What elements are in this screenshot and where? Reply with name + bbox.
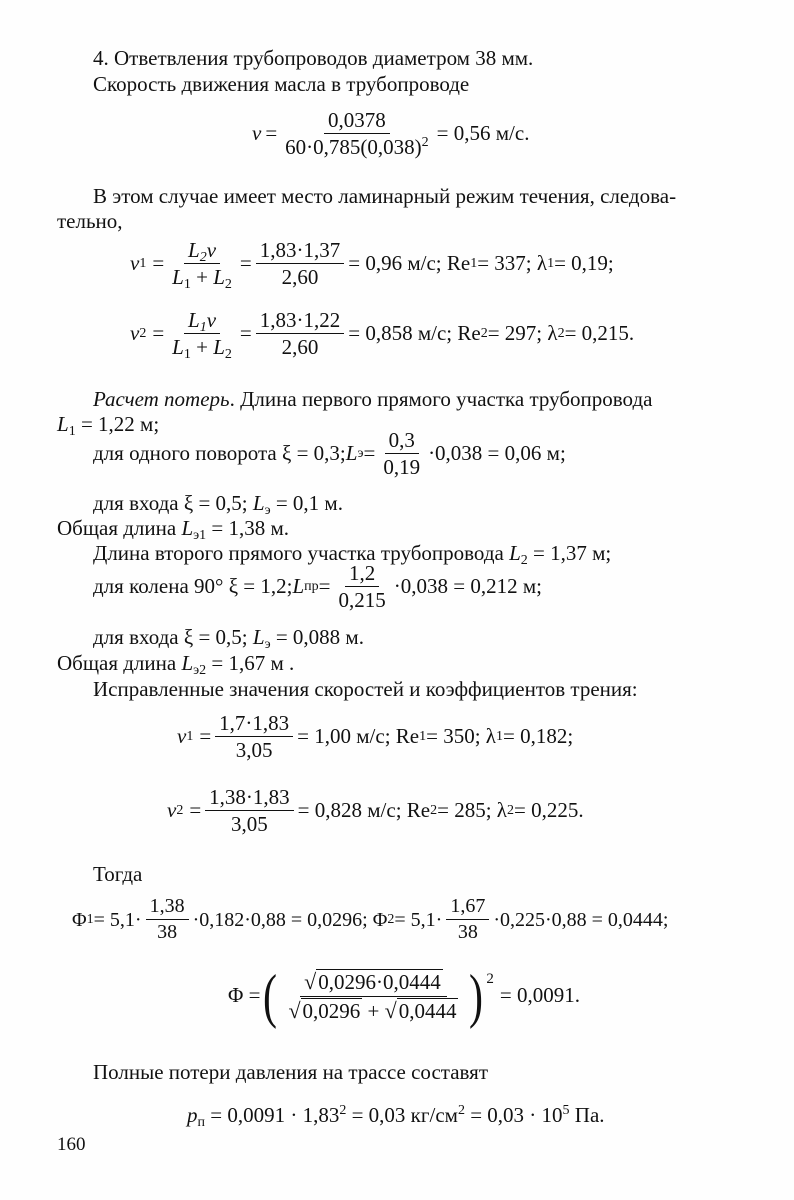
turn-var: L <box>345 440 358 465</box>
eq-p-e: Па. <box>569 1103 605 1127</box>
eq-v1-f1-num-sub: 2 <box>199 250 207 265</box>
eq-v-fraction <box>281 108 432 159</box>
elbow-line: для колена 90° ξ = 1,2; L пр = $\frac{1,2}{0,215}$ ·0,038 = 0,212 м; <box>93 561 542 613</box>
eq-v2-f1-den-a: L <box>172 335 184 360</box>
eq-v1-f1-den-b: L <box>213 265 225 290</box>
eq-phi1-num: 1,38 <box>146 895 189 920</box>
speed-intro: Скорость движения масла в трубопроводе <box>93 72 470 96</box>
eq-v1-frac2 <box>256 238 345 289</box>
eq-v1c-rhs-b: = 350; λ <box>426 723 496 748</box>
eq-v2c-lhs: v <box>167 797 177 822</box>
eq-v1-frac1 <box>168 238 236 293</box>
elbow-eq: = <box>318 573 331 598</box>
eq-v2-f1-den-b: L <box>213 335 225 360</box>
eq-phi-rhs: = 0,0091. <box>499 983 581 1008</box>
full-losses-text: Полные потери давления на трассе составят <box>93 1060 488 1084</box>
total2-sub: э2 <box>193 663 207 678</box>
equation-velocity: v = $\frac{0,0378}{60\cdot 0,785(0,038)^2}$ = 0,56 м/с. <box>252 108 530 160</box>
eq-v1-rhs-b: = 337; λ <box>477 250 548 275</box>
l1-value: = 1,22 м; <box>75 412 160 436</box>
elbow-frac <box>335 561 390 612</box>
left-paren: ( <box>263 963 278 1029</box>
elbow-den: 0,215 <box>338 588 386 613</box>
eq-phi-den-root-a-value: 0,0296 <box>302 998 361 1023</box>
losses-paragraph <box>93 386 652 413</box>
eq-v-den-exp: 2 <box>421 135 429 151</box>
eq-v2c-rhs-c: = 0,225. <box>514 797 584 822</box>
turn-den: 0,19 <box>383 455 421 480</box>
eq-v2-f1-den-sub-a: 1 <box>183 347 191 363</box>
eq-v2-frac1 <box>168 308 236 363</box>
equation-pressure <box>187 1102 605 1129</box>
eq-v1-f2-num: 1,83·1,37 <box>256 238 345 264</box>
total2-value: = 1,67 м . <box>206 651 295 675</box>
right-paren: ) <box>469 963 484 1029</box>
eq-phi-den-plus: + <box>362 998 385 1023</box>
l1-sub: 1 <box>68 424 76 439</box>
eq-v1-f1-den-sub-a: 1 <box>183 277 191 293</box>
eq-v2-f1-num-a: L <box>188 308 200 332</box>
eq-v2-f1-den-plus: + <box>190 335 214 360</box>
eq-p-sup3: 5 <box>562 1103 570 1118</box>
total2-var: L <box>181 651 194 675</box>
laminar-text-1: В этом случае имеет место ламинарный режим течения, следова- <box>93 184 677 208</box>
eq-phi2-den: 38 <box>457 921 478 943</box>
section-heading: 4. Ответвления трубопроводов диаметром 38 мм. <box>93 46 534 70</box>
inlet2-line <box>93 624 364 651</box>
total1-var: L <box>181 516 194 540</box>
eq-v2-rhs-a: = 0,858 м/с; Re <box>348 320 481 345</box>
eq-v1-f1-num-b: v <box>206 238 217 262</box>
total1-sub: э1 <box>193 528 207 543</box>
eq-phi12-d: ·0,225·0,88 = 0,0444; <box>493 908 669 931</box>
total2-line <box>57 650 294 677</box>
eq-v1c-num: 1,7·1,83 <box>215 711 293 737</box>
inlet1-text: для входа ξ = 0,5; <box>93 491 253 515</box>
eq-v2-f1-num-b: v <box>206 308 217 332</box>
eq-phi2-num: 1,67 <box>446 895 489 920</box>
turn-frac <box>379 428 424 479</box>
eq-phi2-frac <box>446 895 489 944</box>
then-text: Тогда <box>93 862 143 886</box>
eq-v1c-rhs-a: = 1,00 м/с; Re <box>297 723 420 748</box>
eq-phi-den-root-b-value: 0,0444 <box>398 998 457 1023</box>
eq-p-var: p <box>187 1103 198 1127</box>
l1-var: L <box>57 412 69 436</box>
corrected-values-text: Исправленные значения скоростей и коэффициентов трения: <box>93 677 638 701</box>
eq-phi12-a: = 5,1· <box>93 908 142 931</box>
eq-v-den: 60·0,785(0,038) <box>285 135 422 160</box>
eq-phi12-c: = 5,1· <box>394 908 443 931</box>
second-len-value: = 1,37 м; <box>527 541 612 565</box>
eq-phi-lhs: Φ = <box>228 983 261 1008</box>
elbow-rhs: ·0,038 = 0,212 м; <box>393 573 542 598</box>
inlet2-var: L <box>252 625 265 649</box>
eq-phi1-frac <box>146 895 189 944</box>
eq-v2c-rhs-a: = 0,828 м/с; Re <box>297 797 431 822</box>
second-len-var: L <box>509 541 521 565</box>
eq-phi1-symbol: Φ <box>72 908 87 931</box>
eq-v2-f2-num: 1,83·1,22 <box>256 308 345 334</box>
equation-phi12: Φ 1 = 5,1· $\frac{1,38}{38}$ ·0,182·0,88 = 0,0296; Φ 2 = 5,1· $\frac{1,67}{38}$ ·0,225·0,88 = 0,0444; <box>72 895 669 943</box>
elbow-text: для колена 90° ξ = 1,2; <box>93 573 293 598</box>
equation-v1: v 1 = $\frac{L_2v}{L_1 + L_2}$ = $\frac{1,83\cdot 1,37}{2,60}$ = 0,96 м/с; Re 1 = 337; λ 1 = 0,19; <box>130 238 614 293</box>
turn-rhs: ·0,038 = 0,06 м; <box>428 440 566 465</box>
inlet1-value: = 0,1 м. <box>270 491 343 515</box>
eq-v1-lhs: v <box>130 250 140 275</box>
losses-rest: . Длина первого прямого участка трубопровода <box>229 387 653 411</box>
equation-phi <box>228 963 581 1029</box>
total2-text: Общая длина <box>57 651 182 675</box>
turn-eq: = <box>363 440 376 465</box>
eq-p-sup1: 2 <box>339 1103 347 1118</box>
eq-phi-num-root: √ 0,0296·0,0444 <box>304 969 441 995</box>
second-len-sub: 2 <box>520 553 528 568</box>
eq-p-d: = 0,03 · 10 <box>464 1103 563 1127</box>
eq-p-sup2: 2 <box>457 1103 465 1118</box>
eq-v-num: 0,0378 <box>324 108 390 134</box>
eq-p-sub: п <box>197 1115 205 1130</box>
eq-v1c-rhs-c: = 0,182; <box>503 723 574 748</box>
eq-v1-f1-den-plus: + <box>190 265 214 290</box>
turn-num: 0,3 <box>385 428 419 454</box>
losses-title: Расчет потерь <box>93 387 230 411</box>
eq-v1-f1-den-sub-b: 2 <box>224 277 232 293</box>
elbow-num: 1,2 <box>345 561 379 587</box>
eq-p-b: = 0,0091 · 1,83 <box>205 1103 340 1127</box>
equation-v2-corrected: v 2 = $\frac{1,38\cdot 1,83}{3,05}$ = 0,828 м/с; Re 2 = 285; λ 2 = 0,225. <box>167 785 584 837</box>
eq-v2c-frac <box>205 785 294 836</box>
eq-v2-rhs-c: = 0,215. <box>564 320 635 345</box>
elbow-var: L <box>292 573 305 598</box>
eq-v1-f2-den: 2,60 <box>281 265 319 290</box>
eq-v2-frac2 <box>256 308 345 359</box>
eq-v-lhs: v <box>252 120 262 145</box>
equation-v2: v 2 = $\frac{L_1v}{L_1 + L_2}$ = $\frac{1,83\cdot 1,22}{2,60}$ = 0,858 м/с; Re 2 = 297; λ 2 = 0,215. <box>130 308 635 363</box>
eq-v1-f1-den-a: L <box>172 265 184 290</box>
eq-v2-f1-den-sub-b: 2 <box>224 347 232 363</box>
inlet2-value: = 0,088 м. <box>270 625 364 649</box>
inlet2-text: для входа ξ = 0,5; <box>93 625 253 649</box>
eq-v-rhs: = 0,56 м/с. <box>436 120 530 145</box>
eq-v1c-den: 3,05 <box>235 738 273 763</box>
eq-v1-f1-num-a: L <box>188 238 200 262</box>
inlet1-var: L <box>252 491 265 515</box>
equation-v1-corrected: v 1 = $\frac{1,7\cdot 1,83}{3,05}$ = 1,00 м/с; Re 1 = 350; λ 1 = 0,182; <box>177 711 574 763</box>
eq-phi-exp: 2 <box>486 971 494 987</box>
eq-v2-f1-num-sub: 1 <box>199 320 207 335</box>
eq-v2-rhs-b: = 297; λ <box>487 320 558 345</box>
inlet2-sub: э <box>264 637 271 652</box>
second-len-text: Длина второго прямого участка трубопровода <box>93 541 510 565</box>
total1-line <box>57 515 289 542</box>
turn-text: для одного поворота ξ = 0,3; <box>93 440 346 465</box>
total1-text: Общая длина <box>57 516 182 540</box>
eq-v2-f2-den: 2,60 <box>281 335 319 360</box>
page-number: 160 <box>57 1134 86 1155</box>
eq-phi12-b: ·0,182·0,88 = 0,0296; Φ <box>192 908 388 931</box>
eq-p-c: = 0,03 кг/см <box>346 1103 458 1127</box>
eq-phi-frac <box>284 969 462 1023</box>
eq-v2c-den: 3,05 <box>231 812 268 837</box>
eq-v1-rhs-a: = 0,96 м/с; Re <box>348 250 471 275</box>
eq-v2-lhs: v <box>130 320 140 345</box>
eq-phi-den-root-b: √ 0,0444 <box>384 997 457 1023</box>
eq-phi1-den: 38 <box>157 921 178 943</box>
eq-phi-den-root-a: √ 0,0296 <box>288 997 361 1023</box>
turn-line: для одного поворота ξ = 0,3; L э = $\frac{0,3}{0,19}$ ·0,038 = 0,06 м; <box>93 428 566 480</box>
eq-v1-rhs-c: = 0,19; <box>554 250 614 275</box>
total1-value: = 1,38 м. <box>206 516 290 540</box>
eq-v1c-frac <box>215 711 293 762</box>
inlet1-sub: э <box>264 503 271 518</box>
eq-v2c-rhs-b: = 285; λ <box>437 797 507 822</box>
inlet1-line <box>93 490 343 517</box>
eq-phi-num-root-value: 0,0296·0,0444 <box>318 970 441 995</box>
eq-v2c-num: 1,38·1,83 <box>205 785 294 811</box>
laminar-text-2: тельно, <box>57 209 123 233</box>
eq-v1c-lhs: v <box>177 723 187 748</box>
